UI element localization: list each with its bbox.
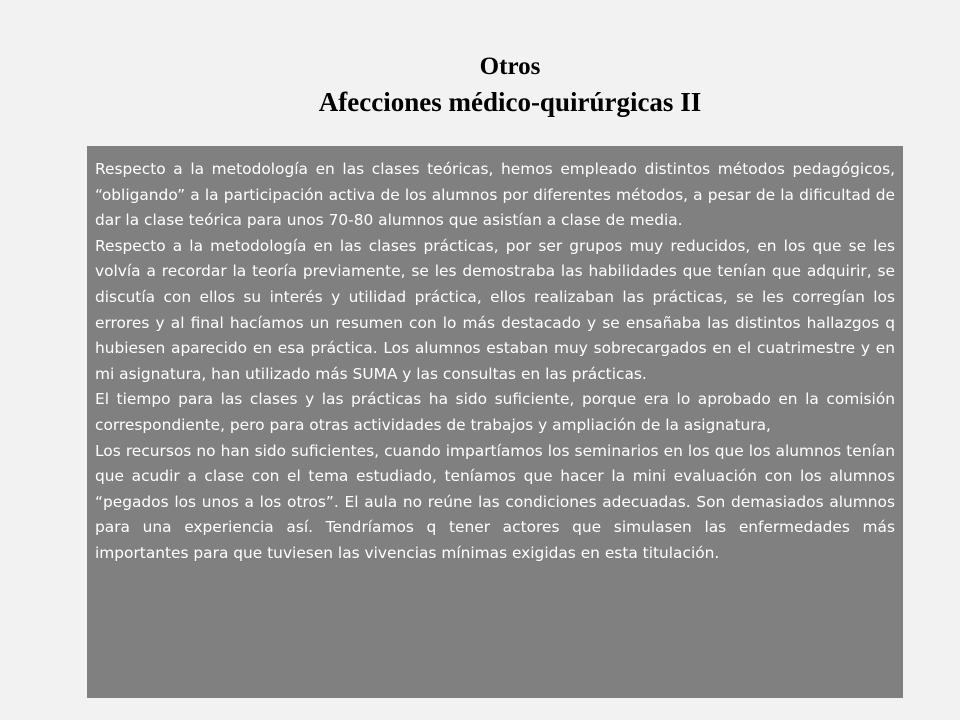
slide-title-block — [0, 50, 960, 120]
slide-title: Otros — [479, 53, 541, 80]
paragraph-resources: Los recursos no han sido suficientes, cuando impartíamos los seminarios en los que los alumnos tenían que acudir a clase con el tema estudiado, teníamos que hacer la mini evaluación con los alumnos “pegados los unos a los otros”. El aula no reúne las condiciones adecuadas. Son demasiados alumnos para una experiencia así. Tendríamos q tener actores que simulasen las enfermedades más importantes para que tuviesen las vivencias mínimas exigidas en esta titulación. — [95, 441, 895, 562]
paragraph-time: El tiempo para las clases y las prácticas ha sido suficiente, porque era lo aprobado en la comisión correspondiente, pero para otras actividades de trabajos y ampliación de la asignatura, — [95, 390, 895, 434]
paragraph-theory-methodology: Respecto a la metodología en las clases teóricas, hemos empleado distintos métodos pedagógicos, “obligando” a la participación activa de los alumnos por diferentes métodos, a pesar de la dificultad de dar la clase teórica para unos 70-80 alumnos que asistían a clase de media. — [95, 160, 895, 230]
content-text-box — [87, 146, 903, 698]
paragraph-practice-methodology: Respecto a la metodología en las clases prácticas, por ser grupos muy reducidos, en los que se les volvía a recordar la teoría previamente, se les demostraba las habilidades que tenían que adquirir, se discutía con ellos su interés y utilidad práctica, ellos realizaban las prácticas, se les corregían los errores y al final hacíamos un resumen con lo más destacado y se ensañaba las distintos hallazgos q hubiesen aparecido en esa práctica. Los alumnos estaban muy sobrecargados en el cuatrimestre y en mi asignatura, han utilizado más SUMA y las consultas en las prácticas. — [95, 236, 895, 383]
slide-subtitle: Afecciones médico-quirúrgicas II — [318, 87, 702, 117]
